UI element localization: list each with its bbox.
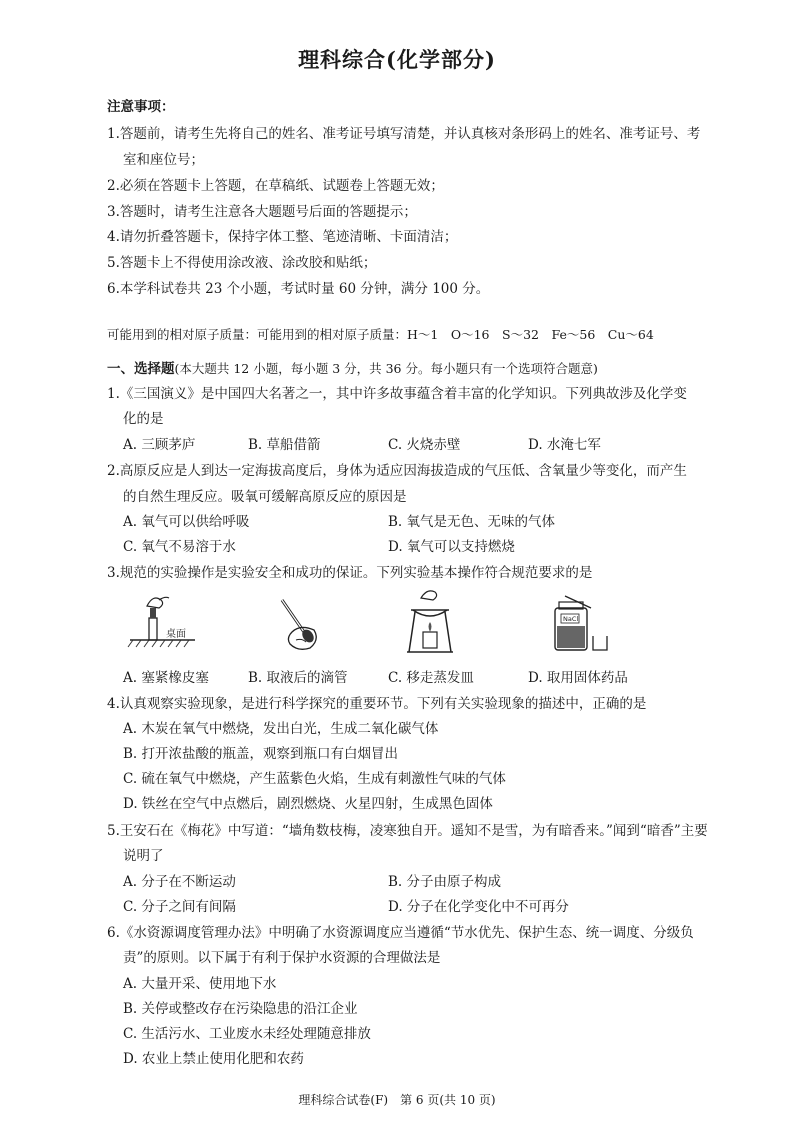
notice-item: 4.请勿折叠答题卡，保持字体工整、笔迹清晰、卡面清洁； xyxy=(107,229,458,245)
question-2-stem: 的自然生理反应。吸氧可缓解高原反应的原因是 xyxy=(123,489,407,505)
q1-option-d: D. 水淹七军 xyxy=(528,437,601,453)
q6-option-c: C. 生活污水、工业废水未经处理随意排放 xyxy=(123,1026,371,1042)
figure-b-dropper xyxy=(270,596,330,654)
q3-option-a: A. 塞紧橡皮塞 xyxy=(123,670,209,686)
question-2-stem: 2.高原反应是人到达一定海拔高度后，身体为适应因海拔造成的气压低、含氧量少等变化，而产生 xyxy=(107,463,687,479)
q1-option-a: A. 三顾茅庐 xyxy=(123,437,196,453)
q5-option-c: C. 分子之间有间隔 xyxy=(123,899,236,915)
notice-item: 2.必须在答题卡上答题，在草稿纸、试题卷上答题无效； xyxy=(107,178,444,194)
notice-heading: 注意事项： xyxy=(107,99,175,115)
figure-d-reagent-jar xyxy=(545,588,615,656)
notice-item: 1.答题前，请考生先将自己的姓名、准考证号填写清楚，并认真核对条形码上的姓名、准考证号、考 xyxy=(107,126,701,142)
question-6-stem: 6.《水资源调度管理办法》中明确了水资源调度应当遵循“节水优先、保护生态、统一调度、分级负 xyxy=(107,925,694,941)
q6-option-d: D. 农业上禁止使用化肥和农药 xyxy=(123,1051,304,1067)
q2-option-c: C. 氧气不易溶于水 xyxy=(123,539,236,555)
notice-item: 5.答题卡上不得使用涂改液、涂改胶和贴纸； xyxy=(107,255,377,271)
q3-option-b: B. 取液后的滴管 xyxy=(248,670,348,686)
q2-option-b: B. 氧气是无色、无味的气体 xyxy=(388,514,556,530)
q5-option-a: A. 分子在不断运动 xyxy=(123,874,236,890)
q1-option-b: B. 草船借箭 xyxy=(248,437,321,453)
figure-label-nacl: NaCl xyxy=(563,615,579,623)
question-5-stem: 说明了 xyxy=(123,848,164,864)
atomic-masses: 可能用到的相对原子质量：可能用到的相对原子质量：H～1 O～16 S～32 Fe～56 Cu～64 xyxy=(107,327,654,342)
question-3-stem: 3.规范的实验操作是实验安全和成功的保证。下列实验基本操作符合规范要求的是 xyxy=(107,565,593,581)
q2-option-d: D. 氧气可以支持燃烧 xyxy=(388,539,515,555)
q2-option-a: A. 氧气可以供给呼吸 xyxy=(123,514,250,530)
figure-c-evaporating-dish xyxy=(405,586,455,658)
question-1-stem: 1.《三国演义》是中国四大名著之一，其中许多故事蕴含着丰富的化学知识。下列典故涉及化学变 xyxy=(107,386,687,402)
q6-option-a: A. 大量开采、使用地下水 xyxy=(123,976,277,992)
q3-option-c: C. 移走蒸发皿 xyxy=(388,670,474,686)
q4-option-a: A. 木炭在氧气中燃烧，发出白光，生成二氧化碳气体 xyxy=(123,721,439,737)
section-desc: (本大题共 12 小题，每小题 3 分，共 36 分。每小题只有一个选项符合题意) xyxy=(174,361,598,376)
question-5-stem: 5.王安石在《梅花》中写道：“墙角数枝梅，凌寒独自开。遥知不是雪，为有暗香来。”闻到“暗香”主要 xyxy=(107,823,708,839)
page-footer: 理科综合试卷(F) 第 6 页(共 10 页) xyxy=(298,1093,496,1107)
q3-option-d: D. 取用固体药品 xyxy=(528,670,628,686)
question-1-stem: 化的是 xyxy=(123,411,164,427)
q6-option-b: B. 关停或整改存在污染隐患的沿江企业 xyxy=(123,1001,358,1017)
page-title: 理科综合(化学部分) xyxy=(298,47,496,72)
question-6-stem: 责”的原则。以下属于有利于保护水资源的合理做法是 xyxy=(123,950,441,966)
notice-item: 6.本学科试卷共 23 个小题，考试时量 60 分钟，满分 100 分。 xyxy=(107,281,490,297)
notice-item: 3.答题时，请考生注意各大题题号后面的答题提示； xyxy=(107,204,417,220)
notice-item: 室和座位号； xyxy=(123,152,204,168)
q5-option-b: B. 分子由原子构成 xyxy=(388,874,502,890)
section-heading: 一、选择题 xyxy=(107,361,175,377)
figure-a-stopper xyxy=(125,592,200,654)
q1-option-c: C. 火烧赤壁 xyxy=(388,437,461,453)
question-4-stem: 4.认真观察实验现象，是进行科学探究的重要环节。下列有关实验现象的描述中，正确的是 xyxy=(107,696,647,712)
q4-option-b: B. 打开浓盐酸的瓶盖，观察到瓶口有白烟冒出 xyxy=(123,746,399,762)
q4-option-c: C. 硫在氧气中燃烧，产生蓝紫色火焰，生成有刺激性气味的气体 xyxy=(123,771,506,787)
section-header xyxy=(107,360,598,378)
q4-option-d: D. 铁丝在空气中点燃后，剧烈燃烧、火星四射，生成黑色固体 xyxy=(123,796,493,812)
q5-option-d: D. 分子在化学变化中不可再分 xyxy=(388,899,569,915)
figure-label-desk: 桌面 xyxy=(166,629,186,640)
